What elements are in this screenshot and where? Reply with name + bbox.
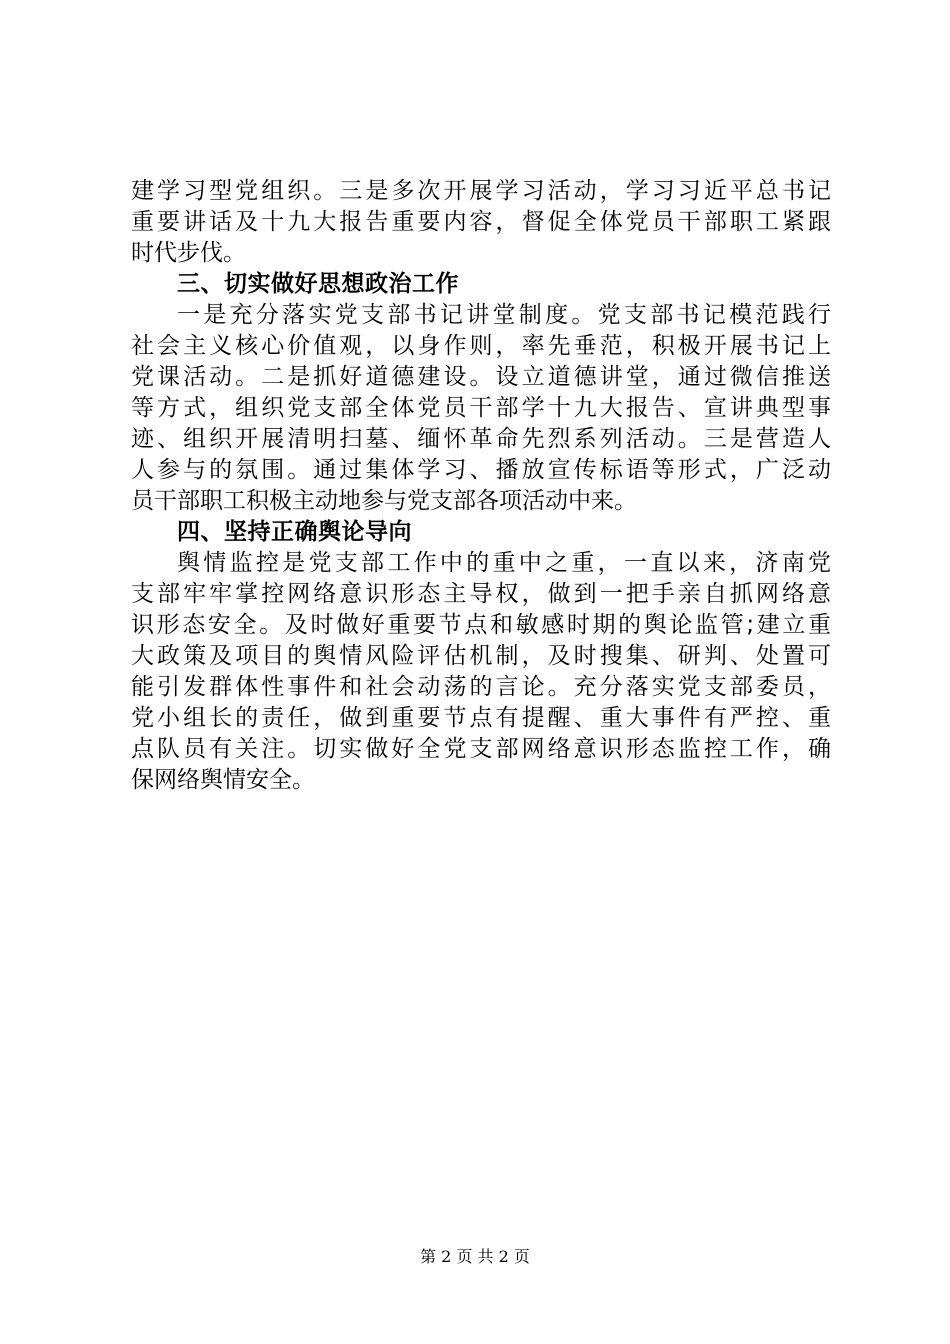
section-3-line: 社会主义核心价值观，以身作则，率先垂范，积极开展书记上 bbox=[131, 333, 831, 359]
page-number-footer: 第 2 页 共 2 页 bbox=[420, 1247, 530, 1266]
intro-line: 重要讲话及十九大报告重要内容，督促全体党员干部职工紧跟 bbox=[131, 209, 831, 235]
section-4-line: 能引发群体性事件和社会动荡的言论。充分落实党支部委员， bbox=[131, 674, 831, 700]
section-4-line: 舆情监控是党支部工作中的重中之重，一直以来，济南党 bbox=[177, 550, 831, 576]
section-3-heading: 三、切实做好思想政治工作 bbox=[177, 271, 459, 297]
section-4-line: 支部牢牢掌控网络意识形态主导权，做到一把手亲自抓网络意 bbox=[131, 581, 831, 607]
section-3-line: 人参与的氛围。通过集体学习、播放宣传标语等形式，广泛动 bbox=[131, 457, 831, 483]
section-4-heading: 四、坚持正确舆论导向 bbox=[177, 519, 412, 545]
section-3-line: 一是充分落实党支部书记讲堂制度。党支部书记模范践行 bbox=[177, 302, 831, 328]
intro-line: 时代步伐。 bbox=[131, 240, 246, 266]
section-3-line: 等方式，组织党支部全体党员干部学十九大报告、宣讲典型事 bbox=[131, 395, 831, 421]
section-3-line: 党课活动。二是抓好道德建设。设立道德讲堂，通过微信推送 bbox=[131, 364, 831, 390]
section-4-line: 党小组长的责任，做到重要节点有提醒、重大事件有严控、重 bbox=[131, 705, 831, 731]
document-body bbox=[131, 176, 831, 796]
section-4-line: 大政策及项目的舆情风险评估机制，及时搜集、研判、处置可 bbox=[131, 643, 831, 669]
section-4-line: 点队员有关注。切实做好全党支部网络意识形态监控工作，确 bbox=[131, 736, 831, 762]
section-4-line: 保网络舆情安全。 bbox=[131, 767, 315, 793]
section-4-line: 识形态安全。及时做好重要节点和敏感时期的舆论监管;建立重 bbox=[131, 612, 831, 638]
section-3-line: 迹、组织开展清明扫墓、缅怀革命先烈系列活动。三是营造人 bbox=[131, 426, 831, 452]
intro-line: 建学习型党组织。三是多次开展学习活动，学习习近平总书记 bbox=[131, 178, 831, 204]
section-3-line: 员干部职工积极主动地参与党支部各项活动中来。 bbox=[131, 488, 637, 514]
